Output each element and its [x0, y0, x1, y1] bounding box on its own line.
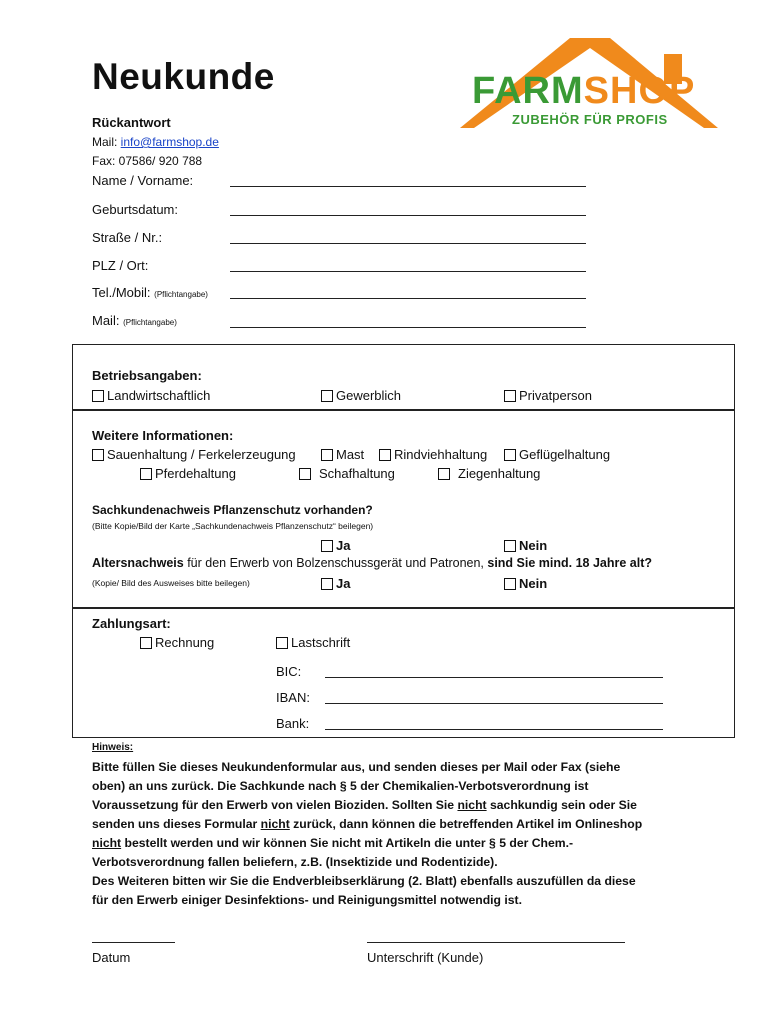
age-note: (Kopie/ Bild des Ausweises bitte beilegen): [92, 578, 250, 588]
plant-protection-no[interactable]: Nein: [504, 538, 547, 553]
payment-debit[interactable]: Lastschrift: [276, 635, 350, 650]
hint-heading: Hinweis:: [92, 742, 134, 753]
age-yes[interactable]: Ja: [321, 576, 350, 591]
bank-label: Bank:: [276, 716, 310, 731]
checkbox[interactable]: [504, 578, 516, 590]
hint-line: Verbotsverordnung fallen beliefern, z.B. (Insektizide und Rodentizide).: [92, 855, 498, 869]
age-no[interactable]: Nein: [504, 576, 547, 591]
phone-label: [92, 285, 208, 300]
checkbox[interactable]: [140, 637, 152, 649]
hint-text: [92, 758, 642, 910]
mail-required-note: (Pflichtangabe): [123, 318, 177, 327]
hint-line: senden uns dieses Formular nicht zurück, dann können die betreffenden Artikel im Onlineshop: [92, 817, 643, 831]
hint-line: oben) an uns zurück. Die Sachkunde nach § 5 der Chemikalien-Verbotsverordnung ist: [92, 779, 589, 793]
mail-label: [92, 313, 177, 328]
hint-line: nicht bestellt werden und wir können Sie nicht mit Artikeln die unter § 5 der Chem.-: [92, 836, 574, 850]
checkbox[interactable]: [321, 540, 333, 552]
checkbox[interactable]: [321, 390, 333, 402]
mail-contact: [92, 135, 219, 149]
option-horses[interactable]: Pferdehaltung: [140, 466, 236, 481]
plant-protection-yes[interactable]: Ja: [321, 538, 350, 553]
signature-field[interactable]: [367, 942, 625, 943]
checkbox[interactable]: [92, 449, 104, 461]
name-field[interactable]: [230, 186, 586, 187]
mail-prefix: Mail:: [92, 135, 121, 149]
bank-field[interactable]: [325, 729, 663, 730]
page-title: Neukunde: [92, 56, 275, 97]
date-label: Datum: [92, 950, 131, 965]
option-sheep[interactable]: Schafhaltung: [299, 466, 395, 481]
birthdate-field[interactable]: [230, 215, 586, 216]
checkbox[interactable]: [438, 468, 450, 480]
phone-required-note: (Pflichtangabe): [154, 290, 208, 299]
mail-link[interactable]: info@farmshop.de: [120, 135, 219, 149]
business-option-agricultural[interactable]: Landwirtschaftlich: [92, 388, 210, 403]
zip-city-field[interactable]: [230, 271, 586, 272]
mail-field[interactable]: [230, 327, 586, 328]
fax-number: Fax: 07586/ 920 788: [92, 154, 203, 168]
option-goats[interactable]: Ziegenhaltung: [438, 466, 540, 481]
street-label: Straße / Nr.:: [92, 230, 163, 245]
checkbox[interactable]: [504, 449, 516, 461]
business-option-private[interactable]: Privatperson: [504, 388, 592, 403]
phone-field[interactable]: [230, 298, 586, 299]
more-info-heading: Weitere Informationen:: [92, 428, 234, 443]
hint-line: Des Weiteren bitten wir Sie die Endverbleibserklärung (2. Blatt) ebenfalls auszufüllen da diese: [92, 874, 636, 888]
option-fattening[interactable]: Mast: [321, 447, 364, 462]
hint-line: Voraussetzung für den Erwerb von vielen Bioziden. Sollten Sie nicht sachkundig sein oder Sie: [92, 798, 637, 812]
date-field[interactable]: [92, 942, 175, 943]
checkbox[interactable]: [379, 449, 391, 461]
age-question: Altersnachweis für den Erwerb von Bolzenschussgerät und Patronen, sind Sie mind. 18 Jahre alt?: [92, 556, 653, 570]
reply-heading: Rückantwort: [92, 115, 171, 130]
logo-wordmark: FARMSHOP: [472, 70, 696, 112]
plant-protection-note: (Bitte Kopie/Bild der Karte „Sachkundenachweis Pflanzenschutz“ beilegen): [92, 521, 374, 531]
iban-field[interactable]: [325, 703, 663, 704]
checkbox[interactable]: [504, 540, 516, 552]
signature-label: Unterschrift (Kunde): [367, 950, 484, 965]
name-label: Name / Vorname:: [92, 173, 194, 188]
checkbox[interactable]: [92, 390, 104, 402]
payment-heading: Zahlungsart:: [92, 616, 171, 631]
option-poultry[interactable]: Geflügelhaltung: [504, 447, 610, 462]
farmshop-logo: [458, 36, 720, 136]
bic-field[interactable]: [325, 677, 663, 678]
option-cattle[interactable]: Rindviehhaltung: [379, 447, 487, 462]
mail-label-text: Mail:: [92, 313, 120, 328]
zip-city-label: PLZ / Ort:: [92, 258, 149, 273]
iban-label: IBAN:: [276, 690, 310, 705]
checkbox[interactable]: [140, 468, 152, 480]
logo-tagline: ZUBEHÖR FÜR PROFIS: [512, 112, 668, 127]
checkbox[interactable]: [299, 468, 311, 480]
checkbox[interactable]: [504, 390, 516, 402]
business-option-commercial[interactable]: Gewerblich: [321, 388, 401, 403]
checkbox[interactable]: [276, 637, 288, 649]
street-field[interactable]: [230, 243, 586, 244]
plant-protection-question: Sachkundenachweis Pflanzenschutz vorhanden?: [92, 503, 373, 517]
birthdate-label: Geburtsdatum:: [92, 202, 178, 217]
phone-label-text: Tel./Mobil:: [92, 285, 151, 300]
hint-line: für den Erwerb einiger Desinfektions- und Reinigungsmittel notwendig ist.: [92, 893, 522, 907]
hint-line: Bitte füllen Sie dieses Neukundenformular aus, und senden dieses per Mail oder Fax (siehe: [92, 760, 621, 774]
option-sows[interactable]: Sauenhaltung / Ferkelerzeugung: [92, 447, 296, 462]
checkbox[interactable]: [321, 578, 333, 590]
checkbox[interactable]: [321, 449, 333, 461]
payment-invoice[interactable]: Rechnung: [140, 635, 214, 650]
bic-label: BIC:: [276, 664, 302, 679]
payment-section: [72, 608, 735, 738]
business-heading: Betriebsangaben:: [92, 368, 202, 383]
